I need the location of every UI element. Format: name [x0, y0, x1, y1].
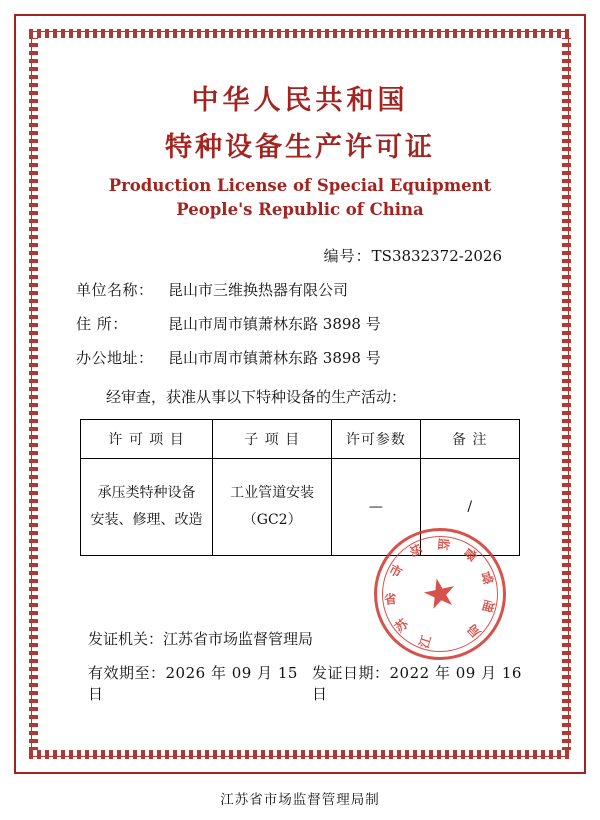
table-cell-item-line1: 承压类特种设备: [97, 485, 196, 502]
serial-number-label: 编号：: [323, 247, 372, 265]
table-cell-subitem-line2: （GC2）: [242, 512, 302, 528]
approval-statement: 经审查，获准从事以下特种设备的生产活动：: [106, 388, 407, 406]
issuer-label: 发证机关：: [88, 630, 164, 648]
field-office-address-value: 昆山市周市镇萧林东路 3898 号: [168, 349, 381, 367]
issuer-value: 江苏省市场监督管理局: [163, 630, 314, 648]
issuer-row: [88, 628, 558, 649]
table-header-item: 许 可 项 目: [81, 420, 213, 459]
title-chinese-line1: 中华人民共和国: [191, 85, 409, 116]
seal-arc-char: 督: [460, 544, 481, 564]
field-company-name-label: 单位名称：: [76, 281, 154, 299]
table-header-remark: 备 注: [420, 420, 520, 459]
valid-until-group: [88, 662, 312, 704]
seal-arc-char: 理: [480, 597, 497, 616]
field-office-address-label: 办公地址：: [76, 349, 154, 367]
table-cell-parameter: —: [332, 459, 420, 556]
valid-until-value: 2026 年 09 月 15 日: [88, 664, 298, 703]
table-cell-remark: /: [420, 459, 520, 556]
field-residence-value: 昆山市周市镇萧林东路 3898 号: [168, 315, 381, 333]
certificate-content: [36, 36, 564, 752]
table-header-subitem: 子 项 目: [213, 420, 332, 459]
issue-date-group: [312, 662, 558, 704]
seal-arc-char: 省: [383, 591, 398, 608]
seal-arc-char: 管: [478, 568, 496, 587]
decorative-frame-outer: [14, 14, 586, 774]
seal-star-icon: ★: [417, 567, 463, 621]
serial-number-row: [70, 245, 530, 266]
field-residence-label: 住 所：: [76, 315, 128, 333]
table-header-row: [81, 420, 520, 459]
seal-arc-char: 监: [435, 537, 452, 551]
seal-arc-char: 局: [464, 621, 484, 641]
field-office-address: [70, 347, 530, 368]
field-company-name-value: 昆山市三维换热器有限公司: [168, 281, 349, 299]
dates-row: [88, 662, 558, 704]
seal-arc-char: 江: [415, 633, 435, 650]
table-cell-item: [81, 459, 213, 556]
valid-until-label: 有效期至：: [88, 664, 166, 682]
table-cell-subitem-line1: 工业管道安装: [230, 485, 315, 502]
bottom-issuer-note: 江苏省市场监督管理局制: [220, 792, 380, 808]
certificate-footer: [88, 628, 558, 704]
field-residence: [70, 313, 530, 334]
table-cell-subitem: [213, 459, 332, 556]
title-chinese-line2: 特种设备生产许可证: [165, 132, 435, 163]
field-company-name: [70, 279, 530, 300]
issue-date-label: 发证日期：: [312, 664, 390, 682]
issue-date-value: 2022 年 09 月 16 日: [312, 664, 522, 703]
serial-number-value: TS3832372-2026: [371, 247, 502, 265]
table-cell-item-line2: 安装、修理、改造: [90, 512, 203, 528]
seal-arc-char: 场: [405, 541, 426, 560]
seal-arc-char: 苏: [391, 615, 411, 636]
seal-arc-char: 市: [386, 561, 405, 581]
title-english-line2: People's Republic of China: [176, 200, 424, 219]
table-header-parameter: 许可参数: [332, 420, 420, 459]
title-english-line1: Production License of Special Equipment: [108, 176, 492, 195]
